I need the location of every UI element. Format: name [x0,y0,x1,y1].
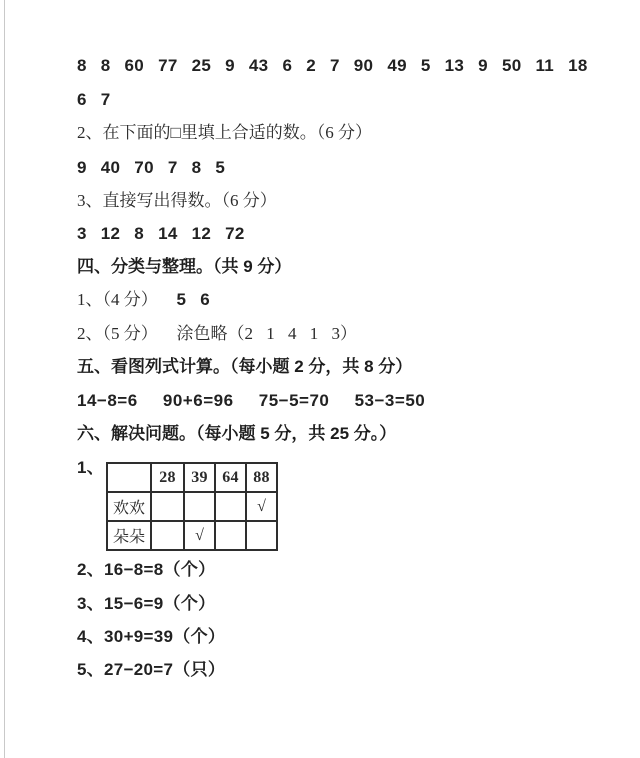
table-cell [151,521,184,550]
section-4-item-1 [77,288,210,312]
answers-row-2: 6 7 [77,90,111,109]
section-6-heading: 六、解决问题。（每小题 5 分，共 25 分。） [77,424,397,443]
section-4-item-2-label: 2、（5 分） [77,324,158,343]
question-3-heading: 3、直接写出得数。（6 分） [77,191,277,210]
table-cell [151,492,184,521]
question-2-heading: 2、在下面的□里填上合适的数。（6 分） [77,123,373,142]
section-6-answer-2: 2、16−8=8（个） [77,560,216,579]
question-2-answers: 9 40 70 7 8 5 [77,158,226,177]
table-header-cell [107,463,151,492]
table-header-cell: 64 [215,463,246,492]
page-left-edge-line [4,0,5,758]
section-4-item-2 [77,322,357,346]
table-cell [246,521,277,550]
table-header-row [107,463,277,492]
row-label-cell: 朵朵 [107,521,151,550]
table-row-duoduo [107,521,277,550]
section-4-item-2-answers: 涂色略（2 1 4 1 3） [176,324,357,343]
table-cell [184,492,215,521]
question-3-answers: 3 12 8 14 12 72 [77,224,245,243]
section-6-question-1-label: 1、 [77,458,105,477]
checkmark-cell: √ [184,521,215,550]
section-5-equations: 14−8=6 90+6=96 75−5=70 53−3=50 [77,391,426,410]
checkmark-cell: √ [246,492,277,521]
table-header-cell: 39 [184,463,215,492]
table-cell [215,521,246,550]
table-row-huanhuan [107,492,277,521]
table-cell [215,492,246,521]
table-header-cell: 88 [246,463,277,492]
section-4-heading: 四、分类与整理。（共 9 分） [77,257,292,276]
section-6-answer-4: 4、30+9=39（个） [77,627,226,646]
section-6-answer-5: 5、27−20=7（只） [77,660,226,679]
table-header-cell: 28 [151,463,184,492]
section-4-item-1-answers: 5 6 [176,290,211,309]
section-6-answer-3: 3、15−6=9（个） [77,594,216,613]
row-label-cell: 欢欢 [107,492,151,521]
question-1-answer-table [106,462,278,551]
answers-row-1: 8 8 60 77 25 9 43 6 2 7 90 49 5 13 9 50 11 18 [77,56,588,75]
section-5-heading: 五、看图列式计算。（每小题 2 分，共 8 分） [77,357,413,376]
section-4-item-1-label: 1、（4 分） [77,290,158,309]
